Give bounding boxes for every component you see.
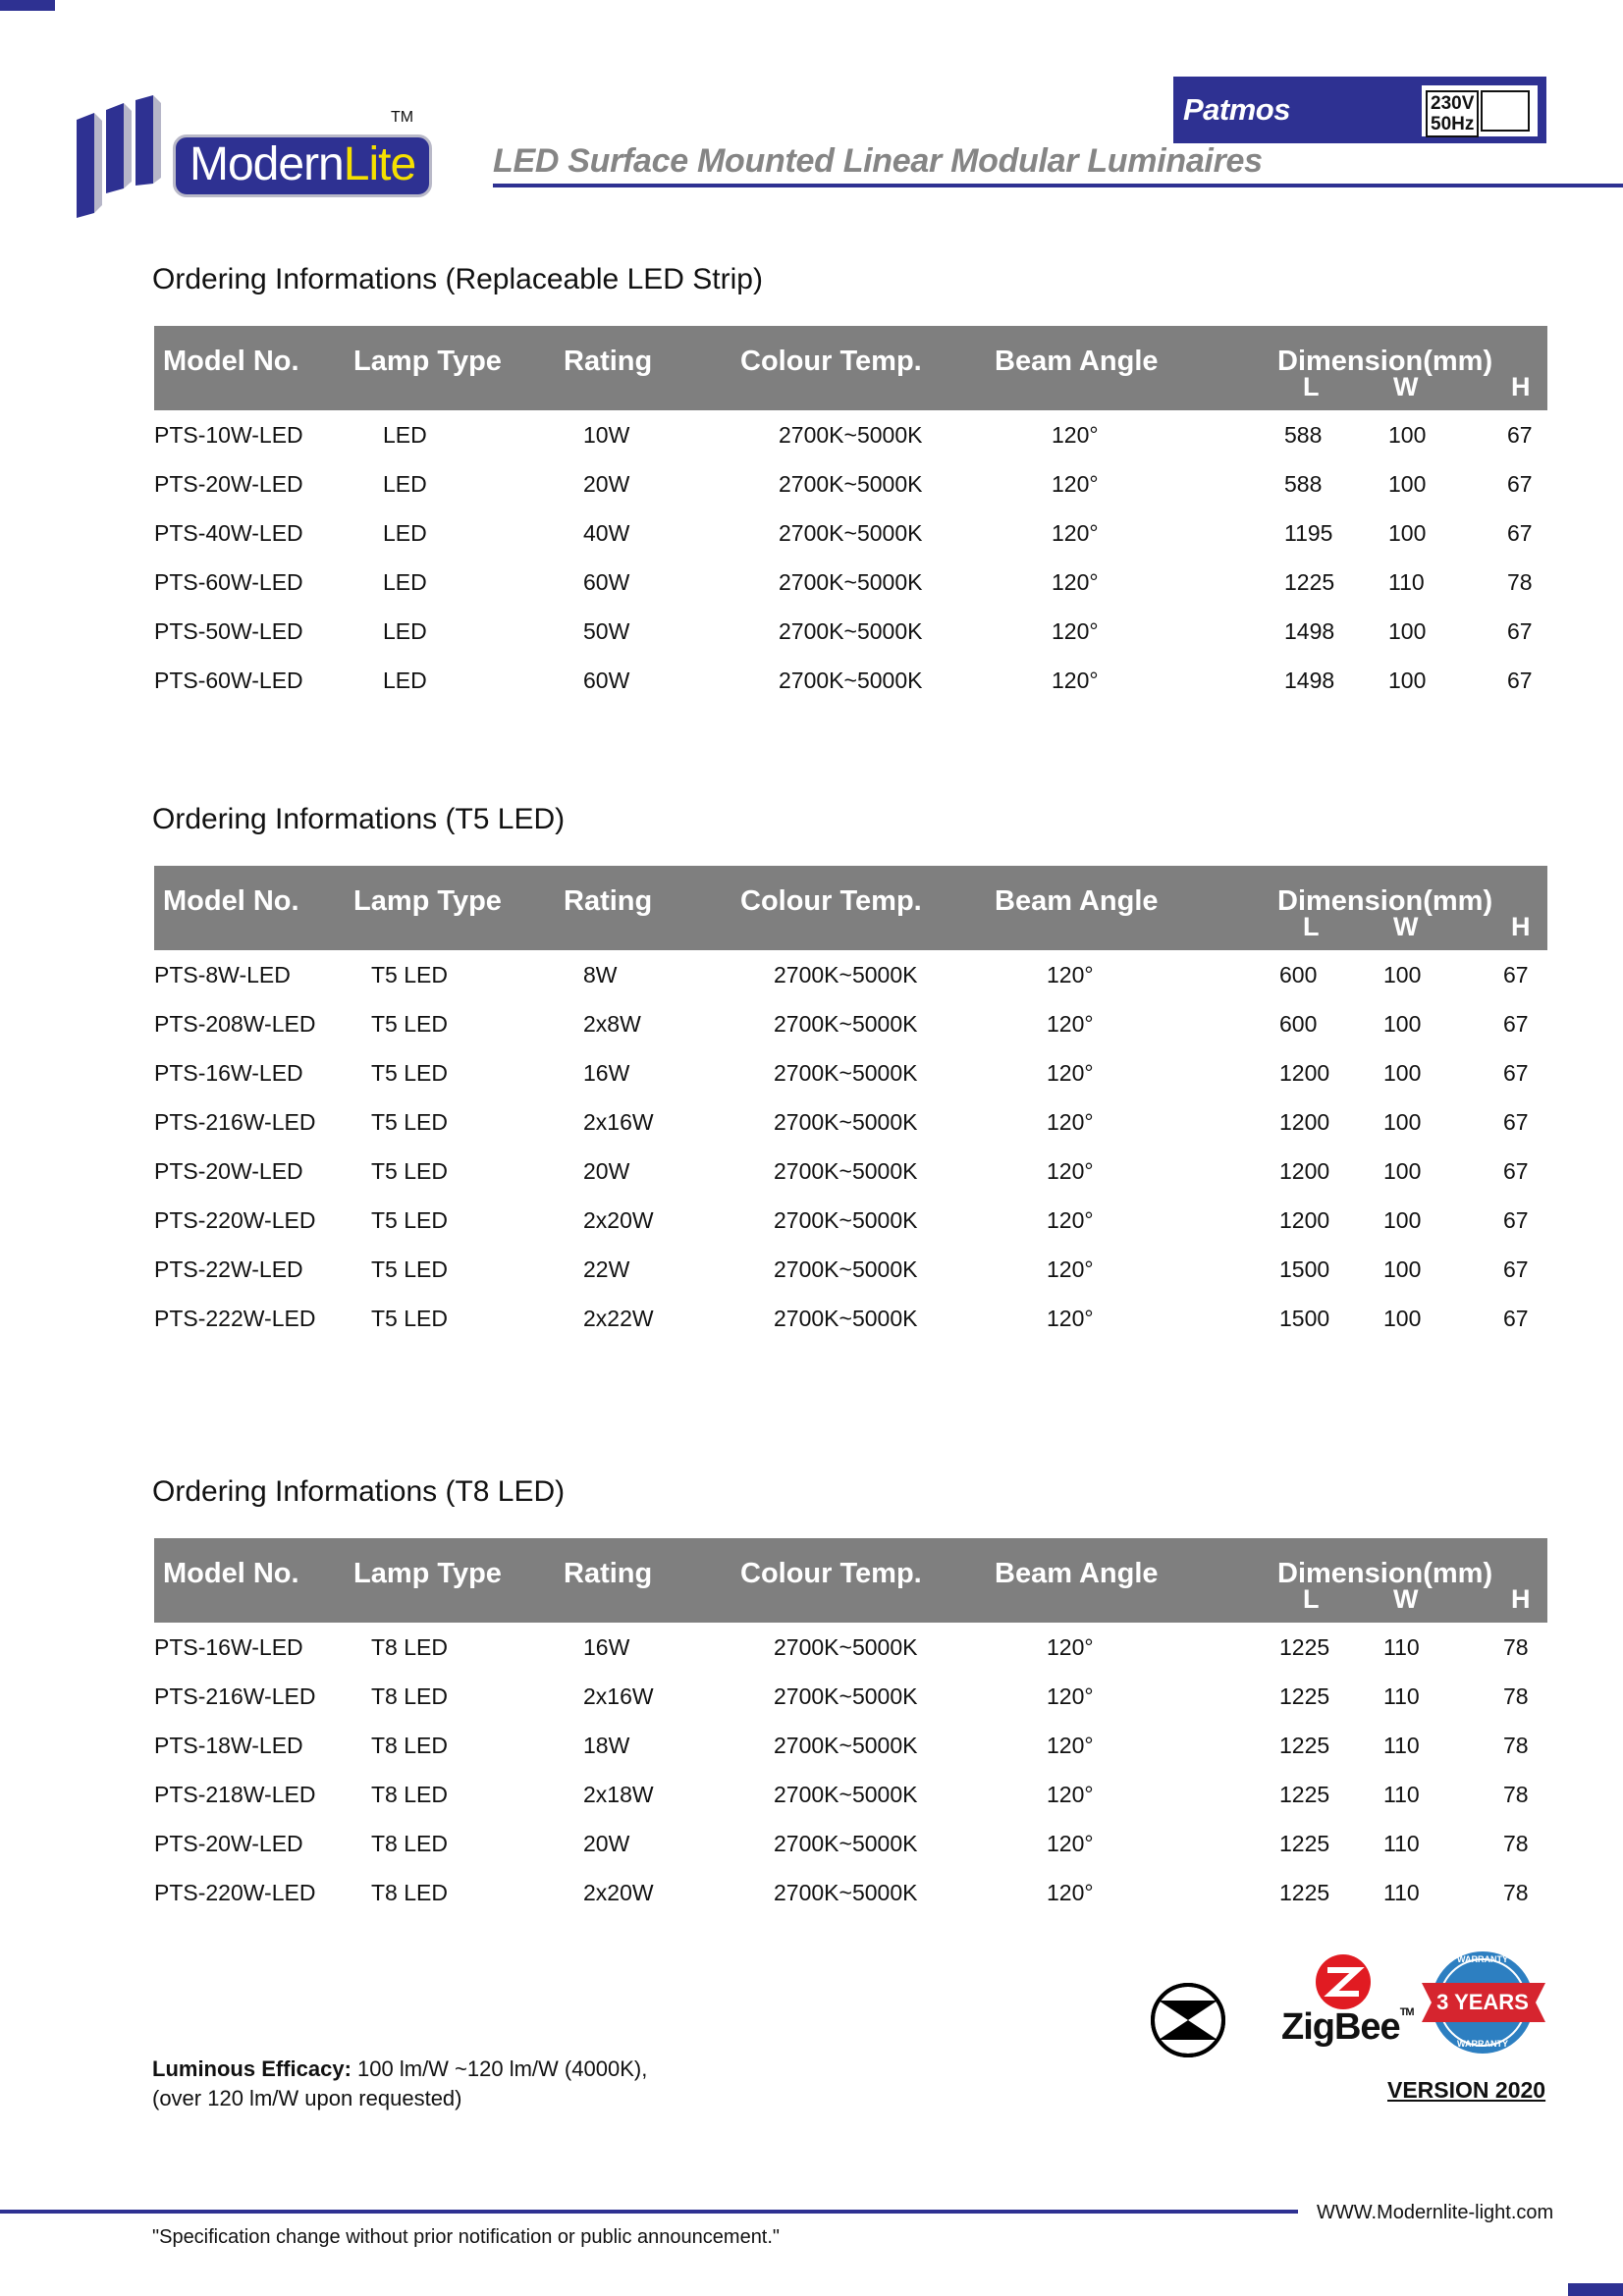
cell-rating: 22W: [583, 1256, 630, 1282]
cell-beam-angle: 120°: [1047, 1109, 1094, 1135]
table-row: [0, 1109, 1623, 1158]
cell-width: 110: [1383, 1831, 1420, 1856]
column-header-temp: Colour Temp.: [740, 885, 922, 917]
cell-colour-temp: 2700K~5000K: [779, 471, 923, 497]
cell-model: PTS-8W-LED: [154, 962, 291, 988]
cell-model: PTS-10W-LED: [154, 422, 303, 448]
cell-height: 67: [1507, 471, 1533, 497]
cell-rating: 20W: [583, 471, 630, 497]
cell-width: 110: [1383, 1683, 1420, 1709]
cell-model: PTS-22W-LED: [154, 1256, 303, 1282]
table-row: [0, 1831, 1623, 1880]
cell-rating: 40W: [583, 520, 630, 546]
cell-height: 78: [1503, 1782, 1529, 1807]
column-header-w: W: [1393, 372, 1419, 401]
cell-height: 67: [1503, 1109, 1529, 1135]
zigbee-wordmark: ZigBee™: [1281, 2006, 1414, 2048]
cell-height: 78: [1503, 1880, 1529, 1905]
cell-model: PTS-216W-LED: [154, 1683, 316, 1709]
cell-length: 1225: [1279, 1733, 1330, 1758]
cell-length: 1225: [1284, 569, 1335, 595]
cell-colour-temp: 2700K~5000K: [774, 1207, 918, 1233]
cell-height: 67: [1503, 1011, 1529, 1037]
cell-beam-angle: 120°: [1047, 1158, 1094, 1184]
cell-colour-temp: 2700K~5000K: [779, 667, 923, 693]
voltage-label: [1426, 90, 1479, 137]
cell-width: 100: [1388, 520, 1427, 546]
column-header-l: L: [1303, 912, 1320, 941]
cell-width: 100: [1383, 1109, 1422, 1135]
luminous-efficacy: [152, 2055, 647, 2113]
cell-model: PTS-216W-LED: [154, 1109, 316, 1135]
cell-model: PTS-50W-LED: [154, 618, 303, 644]
cell-rating: 2x20W: [583, 1880, 654, 1905]
cell-model: PTS-60W-LED: [154, 569, 303, 595]
cell-width: 110: [1383, 1733, 1420, 1758]
cell-length: 588: [1284, 422, 1323, 448]
cell-lamp-type: T8 LED: [371, 1733, 448, 1758]
cell-height: 78: [1503, 1634, 1529, 1660]
cell-width: 100: [1383, 962, 1422, 988]
column-header-w: W: [1393, 912, 1419, 941]
cell-lamp-type: T5 LED: [371, 1207, 448, 1233]
cell-colour-temp: 2700K~5000K: [774, 962, 918, 988]
cell-lamp-type: T8 LED: [371, 1782, 448, 1807]
table-row: [0, 1683, 1623, 1733]
cell-width: 100: [1388, 422, 1427, 448]
cell-rating: 16W: [583, 1060, 630, 1086]
cell-width: 100: [1383, 1207, 1422, 1233]
cell-length: 600: [1279, 962, 1318, 988]
efficacy-value: 100 lm/W ~120 lm/W (4000K),: [351, 2056, 648, 2081]
cell-length: 1200: [1279, 1158, 1330, 1184]
cell-beam-angle: 120°: [1047, 1831, 1094, 1856]
cell-length: 588: [1284, 471, 1323, 497]
cell-length: 1225: [1279, 1831, 1330, 1856]
column-header-lamp: Lamp Type: [353, 1558, 502, 1589]
column-header-model: Model No.: [163, 885, 299, 917]
cell-lamp-type: T5 LED: [371, 1306, 448, 1331]
cell-model: PTS-220W-LED: [154, 1880, 316, 1905]
section-title: Ordering Informations (T8 LED): [152, 1475, 566, 1508]
cell-colour-temp: 2700K~5000K: [774, 1880, 918, 1905]
cell-lamp-type: T5 LED: [371, 1109, 448, 1135]
cell-height: 67: [1507, 520, 1533, 546]
cell-lamp-type: LED: [383, 520, 427, 546]
cell-rating: 20W: [583, 1831, 630, 1856]
table-row: [0, 1733, 1623, 1782]
cell-lamp-type: T5 LED: [371, 1060, 448, 1086]
column-header-l: L: [1303, 1584, 1320, 1614]
cell-height: 67: [1507, 667, 1533, 693]
cell-model: PTS-220W-LED: [154, 1207, 316, 1233]
cell-colour-temp: 2700K~5000K: [774, 1782, 918, 1807]
cell-rating: 8W: [583, 962, 618, 988]
table-row: [0, 1158, 1623, 1207]
cell-beam-angle: 120°: [1052, 618, 1099, 644]
class-ii-hourglass-icon: [1149, 1981, 1227, 2059]
warranty-bottom-text: WARRANTY: [1457, 2039, 1508, 2049]
column-header-rating: Rating: [564, 346, 653, 377]
column-header-lamp: Lamp Type: [353, 346, 502, 377]
cell-lamp-type: T8 LED: [371, 1683, 448, 1709]
cell-colour-temp: 2700K~5000K: [779, 618, 923, 644]
cell-rating: 18W: [583, 1733, 630, 1758]
corner-mark-bottom: [1568, 2283, 1623, 2296]
column-header-rating: Rating: [564, 885, 653, 917]
section-title: Ordering Informations (T5 LED): [152, 803, 566, 835]
cell-height: 67: [1503, 962, 1529, 988]
cell-width: 100: [1388, 471, 1427, 497]
cell-colour-temp: 2700K~5000K: [774, 1831, 918, 1856]
cell-lamp-type: T5 LED: [371, 962, 448, 988]
cell-beam-angle: 120°: [1047, 1782, 1094, 1807]
cell-lamp-type: T5 LED: [371, 1011, 448, 1037]
cell-height: 78: [1503, 1831, 1529, 1856]
cell-model: PTS-208W-LED: [154, 1011, 316, 1037]
column-header-l: L: [1303, 372, 1320, 401]
cell-model: PTS-40W-LED: [154, 520, 303, 546]
certification-badges: [1149, 1949, 1561, 2066]
cell-width: 100: [1383, 1306, 1422, 1331]
logo-trademark: TM: [391, 109, 414, 126]
voltage-box: [1421, 84, 1539, 137]
certification-blank-box: [1481, 90, 1530, 132]
table-row: [0, 1306, 1623, 1355]
cell-rating: 2x22W: [583, 1306, 654, 1331]
cell-lamp-type: LED: [383, 618, 427, 644]
table-row: [0, 1256, 1623, 1306]
cell-rating: 60W: [583, 569, 630, 595]
cell-colour-temp: 2700K~5000K: [774, 1634, 918, 1660]
table-header: [154, 866, 1547, 950]
cell-colour-temp: 2700K~5000K: [774, 1109, 918, 1135]
cell-width: 110: [1388, 569, 1425, 595]
website-link[interactable]: WWW.Modernlite-light.com: [1317, 2202, 1554, 2223]
cell-height: 67: [1503, 1158, 1529, 1184]
table-row: [0, 1782, 1623, 1831]
section-title: Ordering Informations (Replaceable LED Strip): [152, 263, 763, 295]
cell-beam-angle: 120°: [1047, 1207, 1094, 1233]
cell-beam-angle: 120°: [1047, 1733, 1094, 1758]
table-row: [0, 1011, 1623, 1060]
table-row: [0, 667, 1623, 717]
cell-model: PTS-18W-LED: [154, 1733, 303, 1758]
product-name: Patmos: [1183, 92, 1290, 127]
cell-beam-angle: 120°: [1047, 1011, 1094, 1037]
page-title: LED Surface Mounted Linear Modular Luminaires: [493, 142, 1263, 180]
cell-colour-temp: 2700K~5000K: [779, 520, 923, 546]
cell-lamp-type: LED: [383, 569, 427, 595]
column-header-temp: Colour Temp.: [740, 1558, 922, 1589]
column-header-beam: Beam Angle: [995, 885, 1159, 917]
zigbee-icon: [1314, 1952, 1373, 2011]
cell-rating: 2x16W: [583, 1683, 654, 1709]
corner-mark-top: [0, 0, 55, 11]
cell-width: 100: [1383, 1011, 1422, 1037]
table-header: [154, 326, 1547, 410]
cell-model: PTS-20W-LED: [154, 1831, 303, 1856]
cell-height: 67: [1507, 618, 1533, 644]
cell-length: 1200: [1279, 1207, 1330, 1233]
logo-mark-icon: [77, 95, 185, 218]
cell-model: PTS-222W-LED: [154, 1306, 316, 1331]
frequency-value: 50Hz: [1431, 114, 1475, 134]
cell-width: 110: [1383, 1880, 1420, 1905]
modernlite-logo: [77, 95, 420, 218]
column-header-h: H: [1511, 1584, 1531, 1614]
table-row: [0, 1060, 1623, 1109]
logo-wordmark: ModernLite: [173, 134, 432, 197]
cell-length: 1225: [1279, 1782, 1330, 1807]
cell-width: 100: [1383, 1256, 1422, 1282]
cell-lamp-type: LED: [383, 667, 427, 693]
cell-beam-angle: 120°: [1047, 1634, 1094, 1660]
cell-height: 67: [1503, 1256, 1529, 1282]
column-header-dimension: Dimension(mm): [1277, 1558, 1493, 1589]
table-row: [0, 618, 1623, 667]
column-header-rating: Rating: [564, 1558, 653, 1589]
column-header-dimension: Dimension(mm): [1277, 885, 1493, 917]
zigbee-logo: [1281, 1952, 1414, 2060]
cell-length: 1225: [1279, 1634, 1330, 1660]
column-header-model: Model No.: [163, 346, 299, 377]
warranty-seal: [1422, 1949, 1549, 2061]
cell-colour-temp: 2700K~5000K: [774, 1733, 918, 1758]
table-row: [0, 1634, 1623, 1683]
cell-length: 1225: [1279, 1683, 1330, 1709]
column-header-lamp: Lamp Type: [353, 885, 502, 917]
cell-colour-temp: 2700K~5000K: [774, 1158, 918, 1184]
cell-height: 67: [1503, 1060, 1529, 1086]
disclaimer: "Specification change without prior notification or public announcement.": [152, 2226, 781, 2248]
cell-height: 67: [1507, 422, 1533, 448]
cell-rating: 2x8W: [583, 1011, 641, 1037]
cell-length: 1200: [1279, 1060, 1330, 1086]
cell-length: 1500: [1279, 1256, 1330, 1282]
cell-model: PTS-20W-LED: [154, 471, 303, 497]
cell-lamp-type: LED: [383, 471, 427, 497]
cell-rating: 2x18W: [583, 1782, 654, 1807]
table-row: [0, 422, 1623, 471]
cell-length: 1500: [1279, 1306, 1330, 1331]
column-header-dimension: Dimension(mm): [1277, 346, 1493, 377]
table-row: [0, 962, 1623, 1011]
cell-height: 78: [1507, 569, 1533, 595]
cell-beam-angle: 120°: [1047, 1256, 1094, 1282]
column-header-w: W: [1393, 1584, 1419, 1614]
title-divider: [493, 184, 1623, 187]
cell-rating: 20W: [583, 1158, 630, 1184]
version-label: VERSION 2020: [1387, 2077, 1546, 2103]
column-header-beam: Beam Angle: [995, 1558, 1159, 1589]
cell-length: 1200: [1279, 1109, 1330, 1135]
column-header-h: H: [1511, 912, 1531, 941]
cell-width: 100: [1383, 1060, 1422, 1086]
cell-colour-temp: 2700K~5000K: [779, 422, 923, 448]
cell-lamp-type: T5 LED: [371, 1158, 448, 1184]
voltage-value: 230V: [1431, 93, 1475, 114]
cell-width: 100: [1388, 618, 1427, 644]
cell-colour-temp: 2700K~5000K: [779, 569, 923, 595]
cell-width: 110: [1383, 1634, 1420, 1660]
table-row: [0, 1880, 1623, 1929]
cell-rating: 50W: [583, 618, 630, 644]
cell-model: PTS-60W-LED: [154, 667, 303, 693]
cell-colour-temp: 2700K~5000K: [774, 1011, 918, 1037]
cell-beam-angle: 120°: [1052, 569, 1099, 595]
column-header-beam: Beam Angle: [995, 346, 1159, 377]
cell-width: 100: [1383, 1158, 1422, 1184]
cell-height: 67: [1503, 1306, 1529, 1331]
efficacy-label: Luminous Efficacy:: [152, 2056, 352, 2081]
cell-lamp-type: T5 LED: [371, 1256, 448, 1282]
cell-model: PTS-20W-LED: [154, 1158, 303, 1184]
cell-height: 78: [1503, 1683, 1529, 1709]
table-row: [0, 569, 1623, 618]
cell-lamp-type: LED: [383, 422, 427, 448]
footer-divider: [0, 2210, 1298, 2214]
cell-lamp-type: T8 LED: [371, 1634, 448, 1660]
cell-rating: 2x16W: [583, 1109, 654, 1135]
warranty-years: 3 YEARS: [1436, 1990, 1529, 2014]
cell-beam-angle: 120°: [1047, 1060, 1094, 1086]
cell-colour-temp: 2700K~5000K: [774, 1683, 918, 1709]
cell-colour-temp: 2700K~5000K: [774, 1256, 918, 1282]
table-row: [0, 520, 1623, 569]
cell-rating: 16W: [583, 1634, 630, 1660]
cell-model: PTS-16W-LED: [154, 1634, 303, 1660]
column-header-model: Model No.: [163, 1558, 299, 1589]
column-header-h: H: [1511, 372, 1531, 401]
column-header-temp: Colour Temp.: [740, 346, 922, 377]
cell-length: 600: [1279, 1011, 1318, 1037]
cell-rating: 10W: [583, 422, 630, 448]
cell-width: 110: [1383, 1782, 1420, 1807]
cell-beam-angle: 120°: [1047, 962, 1094, 988]
cell-colour-temp: 2700K~5000K: [774, 1060, 918, 1086]
cell-lamp-type: T8 LED: [371, 1831, 448, 1856]
cell-beam-angle: 120°: [1047, 1683, 1094, 1709]
warranty-top-text: WARRANTY: [1457, 1954, 1508, 1964]
cell-length: 1225: [1279, 1880, 1330, 1905]
table-header: [154, 1538, 1547, 1623]
cell-rating: 60W: [583, 667, 630, 693]
cell-beam-angle: 120°: [1052, 422, 1099, 448]
cell-lamp-type: T8 LED: [371, 1880, 448, 1905]
cell-width: 100: [1388, 667, 1427, 693]
cell-beam-angle: 120°: [1047, 1306, 1094, 1331]
cell-length: 1498: [1284, 667, 1335, 693]
cell-beam-angle: 120°: [1052, 520, 1099, 546]
cell-height: 67: [1503, 1207, 1529, 1233]
table-row: [0, 471, 1623, 520]
cell-model: PTS-218W-LED: [154, 1782, 316, 1807]
product-badge: [1173, 77, 1546, 143]
cell-beam-angle: 120°: [1052, 667, 1099, 693]
cell-beam-angle: 120°: [1052, 471, 1099, 497]
cell-length: 1498: [1284, 618, 1335, 644]
cell-model: PTS-16W-LED: [154, 1060, 303, 1086]
cell-height: 78: [1503, 1733, 1529, 1758]
efficacy-note: (over 120 lm/W upon requested): [152, 2086, 462, 2110]
cell-rating: 2x20W: [583, 1207, 654, 1233]
cell-beam-angle: 120°: [1047, 1880, 1094, 1905]
table-row: [0, 1207, 1623, 1256]
cell-colour-temp: 2700K~5000K: [774, 1306, 918, 1331]
cell-length: 1195: [1284, 520, 1333, 546]
